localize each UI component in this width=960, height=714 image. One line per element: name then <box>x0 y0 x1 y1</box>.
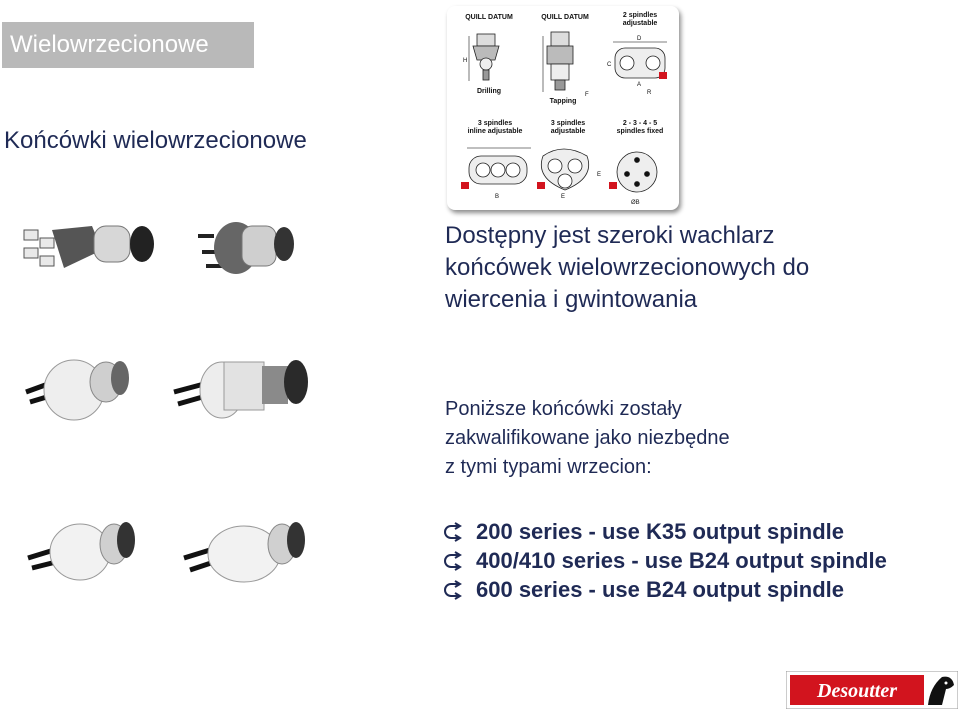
dim-a-label: A <box>637 82 642 88</box>
dim-b-label: B <box>495 194 500 200</box>
dim-d-label: D <box>637 36 642 42</box>
head-image-3 <box>22 344 132 426</box>
list-item-text: 600 series - use B24 output spindle <box>476 577 845 602</box>
qualified-line: zakwalifikowane jako niezbędne <box>445 427 730 449</box>
label-two-spindles: 2 spindles adjustable <box>622 12 658 27</box>
label-fixed-spindles: 2 - 3 - 4 - 5 spindles fixed <box>616 120 664 135</box>
dim-h-label: H <box>463 58 468 64</box>
list-item <box>443 546 887 575</box>
dim-e2-label: E <box>597 172 602 178</box>
spindle-diagram <box>447 6 679 210</box>
head-image-1 <box>18 208 160 290</box>
label-drilling: Drilling <box>476 88 502 95</box>
head-image-5 <box>24 508 140 584</box>
head-image-2 <box>192 210 300 284</box>
drilling-head-drawing <box>469 34 499 81</box>
intro-line: wiercenia i gwintowania <box>445 286 698 313</box>
label-three-adjustable: 3 spindles adjustable <box>550 120 586 135</box>
tapping-head-drawing <box>543 32 573 92</box>
desoutter-logo <box>786 671 958 709</box>
intro-line: końcówek wielowrzecionowych do <box>445 254 810 281</box>
dim-e-label: E <box>561 194 566 200</box>
spindle-diagram-drawing <box>447 6 679 210</box>
logo-text: Desoutter <box>817 680 897 702</box>
dim-c-label: C <box>607 62 612 68</box>
qualified-line: z tymi typami wrzecion: <box>445 456 652 478</box>
intro-line: Dostępny jest szeroki wachlarz <box>445 222 775 249</box>
dim-phi-label: ØB <box>631 200 640 206</box>
arrow-bullet-icon <box>443 580 467 600</box>
three-adjustable-drawing <box>537 149 589 190</box>
list-item <box>443 517 887 546</box>
qualified-text <box>445 395 730 482</box>
head-image-6 <box>180 508 310 584</box>
dim-f-label: F <box>585 92 589 98</box>
label-quill-datum-2: QUILL DATUM <box>541 14 589 21</box>
list-item-text: 400/410 series - use B24 output spindle <box>476 548 887 573</box>
three-inline-drawing <box>461 148 531 189</box>
head-image-4 <box>170 346 312 424</box>
section-tag: Wielowrzecionowe <box>2 22 254 68</box>
qualified-line: Poniższe końcówki zostały <box>445 398 682 420</box>
page-title: Końcówki wielowrzecionowe <box>4 127 307 154</box>
fixed-spindle-drawing <box>609 152 657 192</box>
label-quill-datum-1: QUILL DATUM <box>465 14 513 21</box>
intro-text <box>445 220 809 316</box>
label-three-inline: 3 spindles inline adjustable <box>467 120 523 135</box>
arrow-bullet-icon <box>443 551 467 571</box>
label-tapping: Tapping <box>549 98 577 105</box>
spindle-list <box>443 517 887 604</box>
two-spindle-drawing <box>613 42 667 79</box>
arrow-bullet-icon <box>443 522 467 542</box>
dim-r-label: R <box>647 90 652 96</box>
list-item-text: 200 series - use K35 output spindle <box>476 519 845 544</box>
list-item <box>443 575 887 604</box>
